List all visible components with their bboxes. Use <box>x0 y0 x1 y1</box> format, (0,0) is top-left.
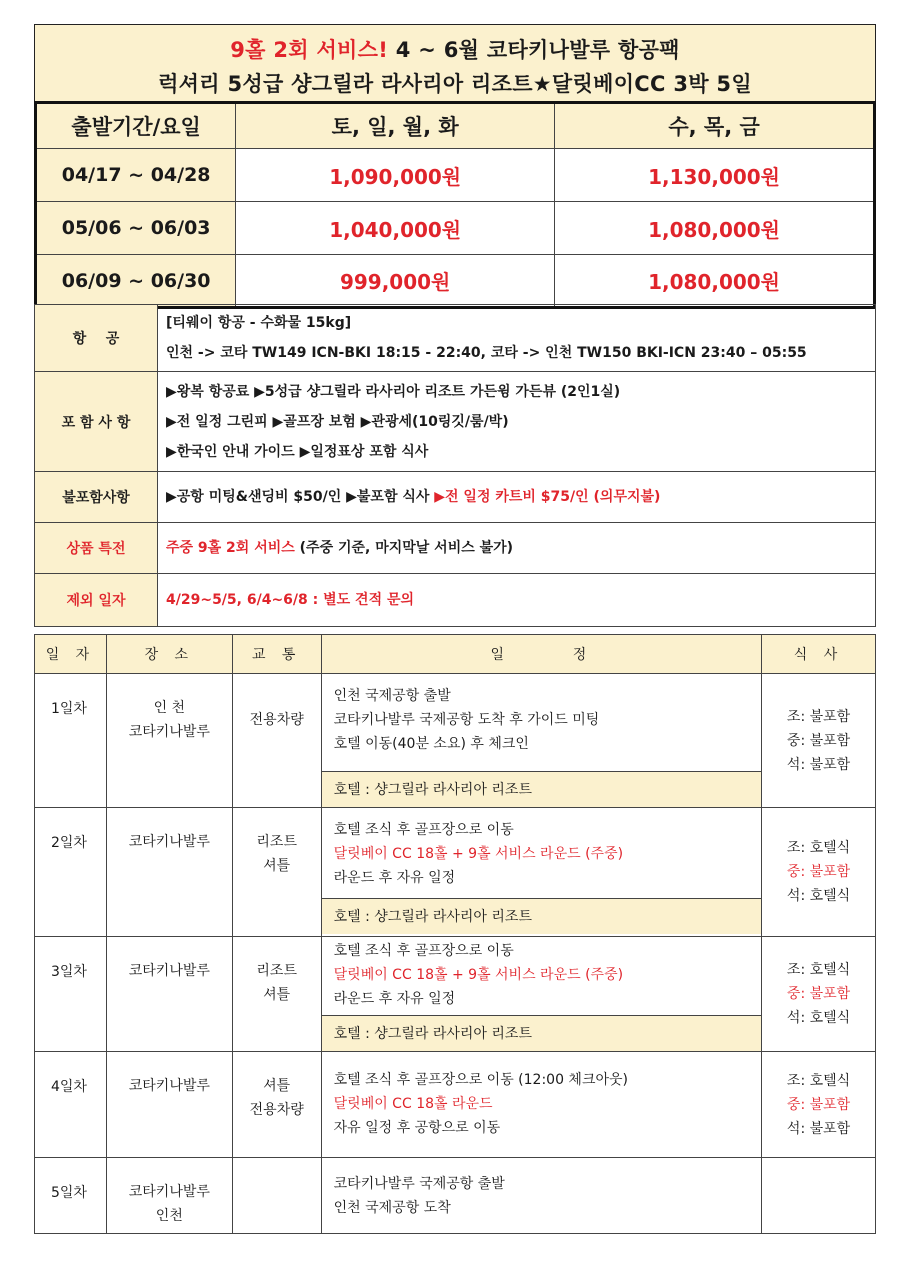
special-label: 상품 특전 <box>35 523 158 574</box>
price-row <box>36 255 875 308</box>
special-details: 주중 9홀 2회 서비스 (주중 기준, 마지막날 서비스 불가) <box>158 523 876 574</box>
day-transport <box>232 1158 321 1234</box>
price-row <box>36 149 875 202</box>
flight-label: 항 공 <box>35 305 158 372</box>
header-day: 일 자 <box>35 635 107 674</box>
included-label: 포 함 사 항 <box>35 372 158 472</box>
day-place: 코타키나발루 <box>106 1052 232 1158</box>
day-label: 1일차 <box>35 674 107 808</box>
info-row-flight <box>35 305 876 372</box>
itinerary-day-2 <box>35 808 876 937</box>
itinerary-header-row <box>35 635 876 674</box>
day-transport: 전용차량 <box>232 674 321 808</box>
included-details: ▶왕복 항공료 ▶5성급 샹그릴라 라사리아 리조트 가든윙 가든뷰 (2인1실) ▶전 일정 그린피 ▶골프장 보험 ▶관광세(10링깃/룸/박) ▶한국인 안내 가이드 ▶일정표상 포함 식사 <box>158 372 876 472</box>
day-schedule: 코타키나발루 국제공항 출발 인천 국제공항 도착 <box>321 1158 761 1234</box>
title-line-1: 9홀 2회 서비스! 4 ~ 6월 코타키나발루 항공팩 <box>230 38 680 62</box>
day-meals: 조: 호텔식 중: 불포함 석: 호텔식 <box>762 808 876 937</box>
hotel-row: 호텔 : 샹그릴라 라사리아 리조트 <box>322 1015 761 1051</box>
price-header-row <box>36 103 875 149</box>
info-row-included <box>35 372 876 472</box>
day-schedule: 호텔 조식 후 골프장으로 이동 달릿베이 CC 18홀 + 9홀 서비스 라운드 (주중) 라운드 후 자유 일정 호텔 : 샹그릴라 라사리아 리조트 <box>321 808 761 937</box>
day-meals: 조: 호텔식 중: 불포함 석: 호텔식 <box>762 937 876 1052</box>
price-row <box>36 202 875 255</box>
itinerary-day-4 <box>35 1052 876 1158</box>
title-line-2: 럭셔리 5성급 샹그릴라 라사리아 리조트★달릿베이CC 3박 5일 <box>158 72 752 96</box>
price-header-period: 출발기간/요일 <box>36 103 236 149</box>
day-label: 5일차 <box>35 1158 107 1234</box>
day-transport: 리조트 셔틀 <box>232 937 321 1052</box>
info-row-special <box>35 523 876 574</box>
itinerary-day-5 <box>35 1158 876 1234</box>
flight-details: [티웨이 항공 - 수화물 15kg] 인천 -> 코타 TW149 ICN-BKI 18:15 - 22:40, 코타 -> 인천 TW150 BKI-ICN 23:40 – 05:55 <box>158 305 876 372</box>
day-schedule: 인천 국제공항 출발 코타키나발루 국제공항 도착 후 가이드 미팅 호텔 이동(40분 소요) 후 체크인 호텔 : 샹그릴라 라사리아 리조트 <box>321 674 761 808</box>
price-header-weekday: 수, 목, 금 <box>555 103 875 149</box>
hotel-row: 호텔 : 샹그릴라 라사리아 리조트 <box>322 898 761 934</box>
price-weekend: 1,090,000원 <box>236 149 555 202</box>
header-schedule: 일 정 <box>321 635 761 674</box>
day-place: 코타키나발루 <box>106 937 232 1052</box>
price-header-weekend: 토, 일, 월, 화 <box>236 103 555 149</box>
header-transport: 교 통 <box>232 635 321 674</box>
excluded-dates-label: 제외 일자 <box>35 574 158 627</box>
day-transport: 리조트 셔틀 <box>232 808 321 937</box>
itinerary-table <box>34 634 876 1234</box>
day-label: 4일차 <box>35 1052 107 1158</box>
info-row-excluded-dates <box>35 574 876 627</box>
info-table <box>34 304 876 627</box>
price-weekday: 1,080,000원 <box>555 202 875 255</box>
price-weekend: 999,000원 <box>236 255 555 308</box>
day-place: 코타키나발루 <box>106 808 232 937</box>
title-banner <box>34 24 876 102</box>
excluded-label: 불포함사항 <box>35 472 158 523</box>
itinerary-day-1 <box>35 674 876 808</box>
day-label: 2일차 <box>35 808 107 937</box>
day-meals: 조: 불포함 중: 불포함 석: 불포함 <box>762 674 876 808</box>
price-weekday: 1,080,000원 <box>555 255 875 308</box>
excluded-dates-details: 4/29~5/5, 6/4~6/8 : 별도 견적 문의 <box>158 574 876 627</box>
price-weekend: 1,040,000원 <box>236 202 555 255</box>
info-row-excluded <box>35 472 876 523</box>
header-meal: 식 사 <box>762 635 876 674</box>
excluded-details: ▶공항 미팅&샌딩비 $50/인 ▶불포함 식사 ▶전 일정 카트비 $75/인 (의무지불) <box>158 472 876 523</box>
day-schedule: 호텔 조식 후 골프장으로 이동 달릿베이 CC 18홀 + 9홀 서비스 라운드 (주중) 라운드 후 자유 일정 호텔 : 샹그릴라 라사리아 리조트 <box>321 937 761 1052</box>
day-label: 3일차 <box>35 937 107 1052</box>
itinerary-day-3 <box>35 937 876 1052</box>
price-weekday: 1,130,000원 <box>555 149 875 202</box>
day-place: 코타키나발루 인천 <box>106 1158 232 1234</box>
price-table <box>34 101 876 309</box>
day-schedule: 호텔 조식 후 골프장으로 이동 (12:00 체크아웃) 달릿베이 CC 18홀 라운드 자유 일정 후 공항으로 이동 <box>321 1052 761 1158</box>
day-meals <box>762 1158 876 1234</box>
price-period: 04/17 ~ 04/28 <box>36 149 236 202</box>
day-place: 인 천 코타키나발루 <box>106 674 232 808</box>
day-transport: 셔틀 전용차량 <box>232 1052 321 1158</box>
price-period: 05/06 ~ 06/03 <box>36 202 236 255</box>
day-meals: 조: 호텔식 중: 불포함 석: 불포함 <box>762 1052 876 1158</box>
hotel-row: 호텔 : 샹그릴라 라사리아 리조트 <box>322 771 761 807</box>
price-period: 06/09 ~ 06/30 <box>36 255 236 308</box>
header-place: 장 소 <box>106 635 232 674</box>
